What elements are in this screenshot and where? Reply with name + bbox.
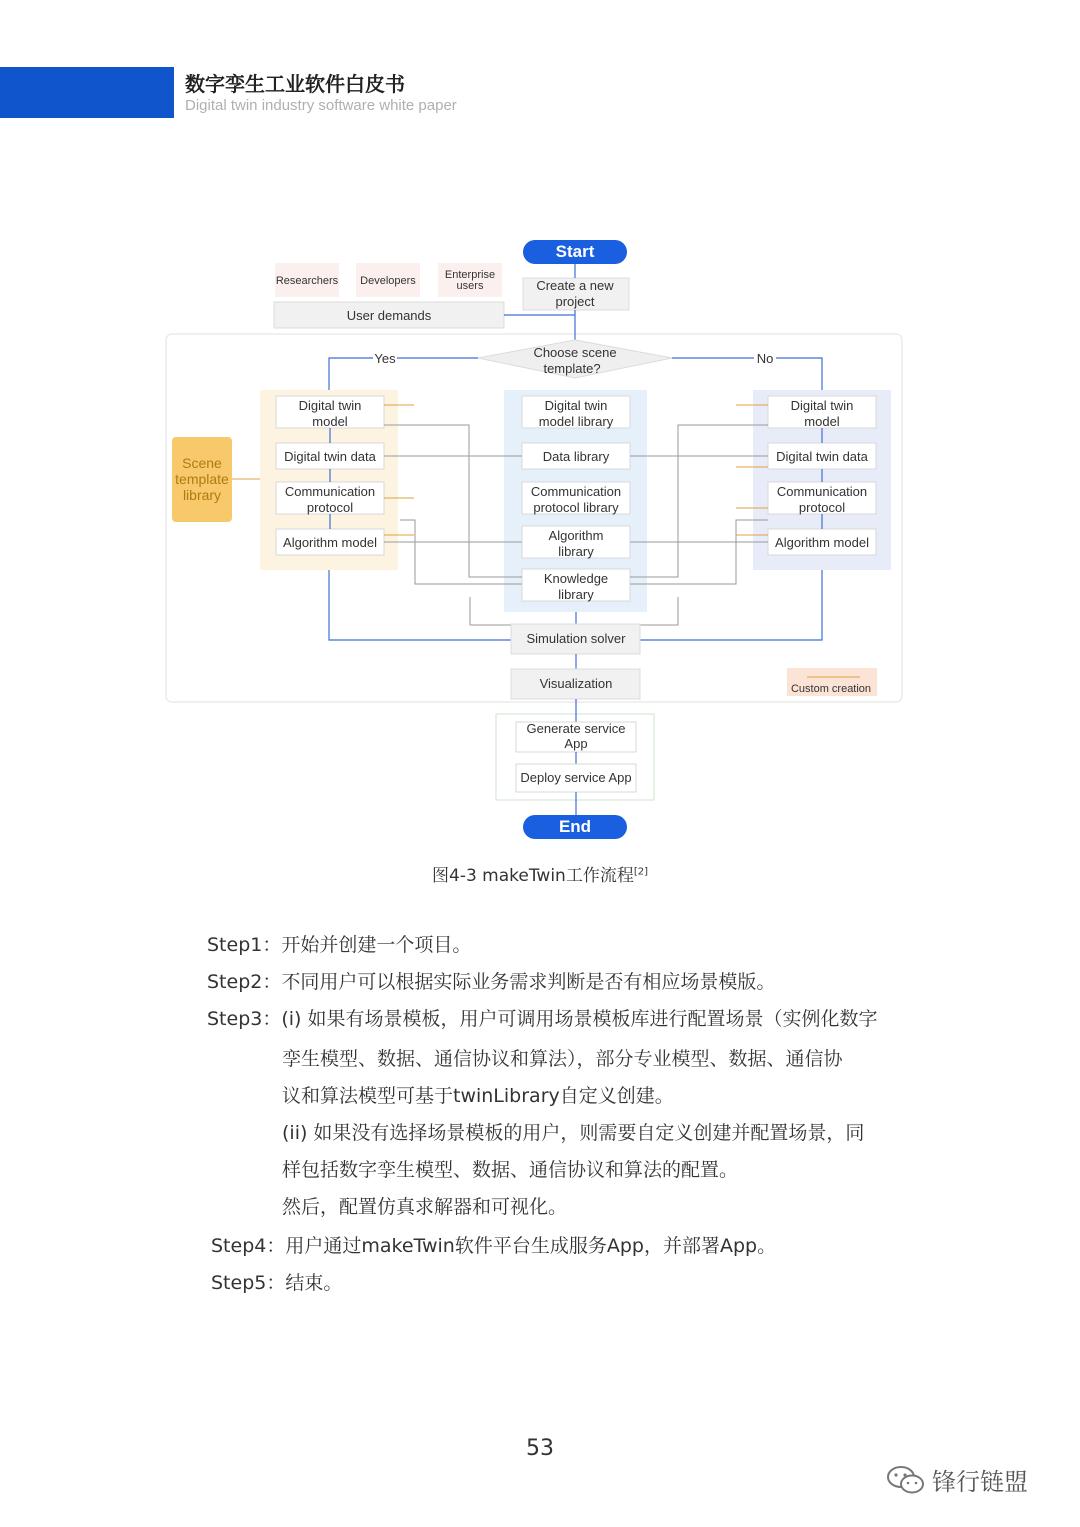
visualization-label: Visualization xyxy=(539,676,613,691)
yes-label: Yes xyxy=(374,351,396,366)
start-label: Start xyxy=(555,242,595,261)
enterprise-line1: Enterprise xyxy=(444,269,496,281)
left-twin-data-label: Digital twin data xyxy=(284,449,376,464)
center-model-library-line1: Digital twin xyxy=(544,398,608,413)
step3-line2: 孪生模型、数据、通信协议和算法），部分专业模型、数据、通信协 xyxy=(282,1048,843,1070)
developers-label: Developers xyxy=(360,275,416,287)
custom-creation-label: Custom creation xyxy=(790,683,872,695)
right-twin-model-line2: model xyxy=(804,414,840,429)
header-accent-bar xyxy=(0,67,174,118)
watermark xyxy=(886,1462,1028,1497)
center-algorithm-library-line1: Algorithm xyxy=(548,528,604,543)
enterprise-line2: users xyxy=(456,280,484,292)
scene-template-line1: Scene xyxy=(182,455,222,471)
right-protocol-line2: protocol xyxy=(798,500,846,515)
left-protocol-line1: Communication xyxy=(284,484,376,499)
left-protocol-line2: protocol xyxy=(306,500,354,515)
right-protocol-line1: Communication xyxy=(776,484,868,499)
generate-app-line2: App xyxy=(564,736,588,751)
left-twin-model-line2: model xyxy=(312,414,348,429)
center-protocol-library-line1: Communication xyxy=(530,484,622,499)
create-project-line1: Create a new xyxy=(536,278,614,293)
simulation-solver-label: Simulation solver xyxy=(526,631,626,646)
step1: Step1：开始并创建一个项目。 xyxy=(207,934,472,956)
decision-line1: Choose scene xyxy=(533,345,617,360)
page-number: 53 xyxy=(526,1436,554,1461)
left-algorithm-label: Algorithm model xyxy=(283,535,377,550)
user-demands-label: User demands xyxy=(346,308,432,323)
generate-app-line1: Generate service xyxy=(526,721,626,736)
right-twin-data-label: Digital twin data xyxy=(776,449,868,464)
wechat-icon xyxy=(886,1464,926,1496)
right-twin-model-line1: Digital twin xyxy=(790,398,854,413)
no-label: No xyxy=(756,351,774,366)
figure-caption-text: 图4-3 makeTwin工作流程 xyxy=(432,866,634,886)
center-knowledge-library-line2: library xyxy=(558,587,594,602)
decision-line2: template? xyxy=(543,361,601,376)
step3-line4: (ii) 如果没有选择场景模板的用户，则需要自定义创建并配置场景，同 xyxy=(282,1122,865,1144)
step3-line1: Step3：(i) 如果有场景模板，用户可调用场景模板库进行配置场景（实例化数字 xyxy=(207,1008,878,1030)
scene-template-line3: library xyxy=(182,487,222,503)
left-twin-model-line1: Digital twin xyxy=(298,398,362,413)
center-data-library-label: Data library xyxy=(542,449,610,464)
step5: Step5：结束。 xyxy=(211,1272,343,1294)
create-project-line2: project xyxy=(555,294,595,309)
step3-line3: 议和算法模型可基于twinLibrary自定义创建。 xyxy=(282,1085,674,1107)
step4: Step4：用户通过makeTwin软件平台生成服务App，并部署App。 xyxy=(211,1235,777,1257)
figure-caption xyxy=(0,861,1080,886)
step3-line6: 然后，配置仿真求解器和可视化。 xyxy=(282,1196,568,1218)
end-label: End xyxy=(558,817,592,836)
center-knowledge-library-line1: Knowledge xyxy=(543,571,609,586)
watermark-text: 锋行链盟 xyxy=(932,1468,1028,1496)
center-model-library-line2: model library xyxy=(538,414,614,429)
center-algorithm-library-line2: library xyxy=(558,544,594,559)
deploy-app-label: Deploy service App xyxy=(520,770,632,785)
step3-line5: 样包括数字孪生模型、数据、通信协议和算法的配置。 xyxy=(282,1159,739,1181)
header-title: 数字孪生工业软件白皮书 xyxy=(185,72,405,96)
center-protocol-library-line2: protocol library xyxy=(533,500,619,515)
maketwin-flowchart xyxy=(160,230,920,850)
step2: Step2：不同用户可以根据实际业务需求判断是否有相应场景模版。 xyxy=(207,971,776,993)
scene-template-line2: template xyxy=(175,471,229,487)
researchers-label: Researchers xyxy=(275,275,339,287)
right-algorithm-label: Algorithm model xyxy=(775,535,869,550)
figure-ref: [2] xyxy=(633,866,648,878)
header-subtitle: Digital twin industry software white paper xyxy=(185,97,457,114)
